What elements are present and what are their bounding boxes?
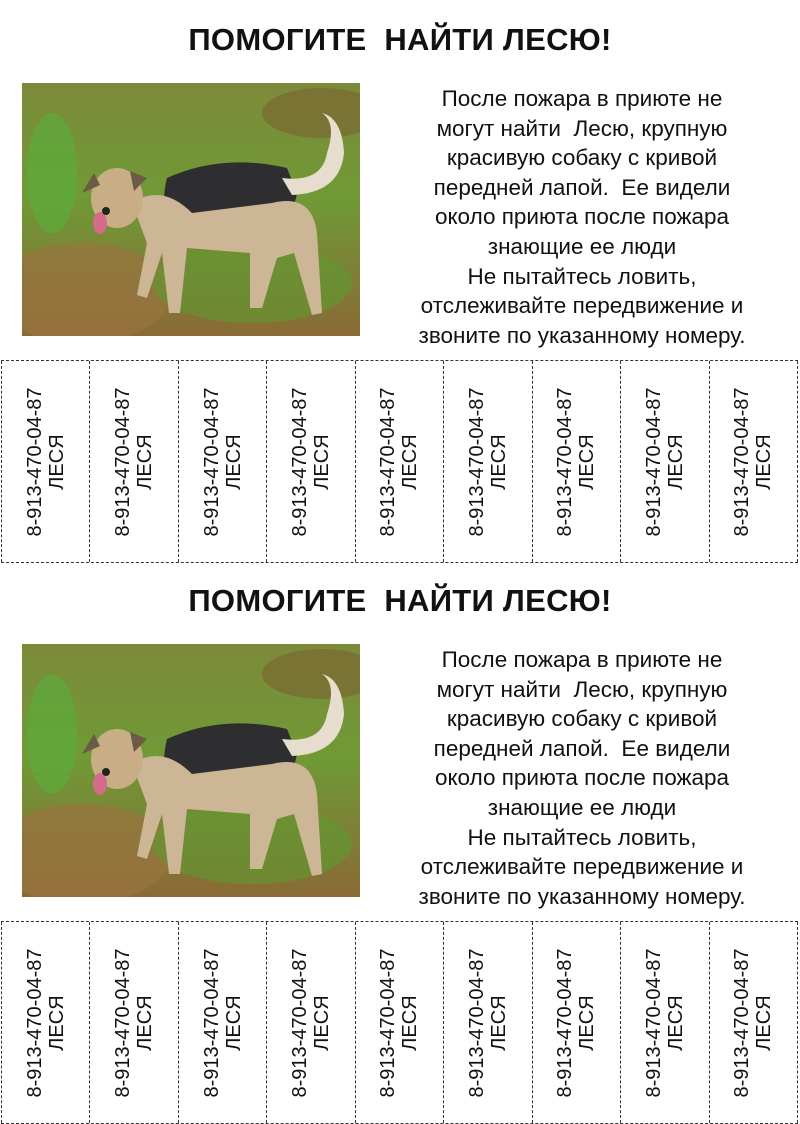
tear-off-strip[interactable] xyxy=(178,361,266,562)
strip-phone: 8-913-470-04-87 xyxy=(23,387,46,536)
dog-photo xyxy=(22,83,360,336)
description-line: отслеживайте передвижение и xyxy=(420,854,744,880)
description-line: После пожара в приюте не xyxy=(441,86,723,111)
description-line: красивую собаку с кривой xyxy=(446,706,718,732)
strip-name: ЛЕСЯ xyxy=(311,994,334,1051)
strip-phone: 8-913-470-04-87 xyxy=(731,948,754,1097)
flyer-title: ПОМОГИТЕ НАЙТИ ЛЕСЮ! xyxy=(188,22,612,57)
strip-name: ЛЕСЯ xyxy=(487,433,510,490)
dog-photo-icon xyxy=(22,83,360,336)
description-line: звоните по указанному номеру. xyxy=(418,322,746,348)
strip-phone: 8-913-470-04-87 xyxy=(377,387,400,536)
strip-name: ЛЕСЯ xyxy=(45,433,68,490)
strip-name: ЛЕСЯ xyxy=(134,994,157,1051)
strip-phone: 8-913-470-04-87 xyxy=(554,387,577,536)
strip-phone: 8-913-470-04-87 xyxy=(289,948,312,1097)
tear-off-strip[interactable] xyxy=(355,922,443,1123)
tear-off-strip[interactable] xyxy=(178,922,266,1123)
strip-phone: 8-913-470-04-87 xyxy=(289,387,312,536)
description-line: около приюта после пожара xyxy=(434,765,730,791)
description-line: После пожара в приюте не xyxy=(441,647,723,672)
tear-off-strip[interactable] xyxy=(355,361,443,562)
tear-off-strip[interactable] xyxy=(443,361,531,562)
strip-phone: 8-913-470-04-87 xyxy=(731,387,754,536)
strip-name: ЛЕСЯ xyxy=(664,433,687,490)
description-line: красивую собаку с кривой xyxy=(446,145,718,171)
strip-name: ЛЕСЯ xyxy=(311,433,334,490)
strip-phone: 8-913-470-04-87 xyxy=(200,948,223,1097)
strip-phone: 8-913-470-04-87 xyxy=(465,387,488,536)
dog-photo-icon xyxy=(22,644,360,897)
description-line: звоните по указанному номеру. xyxy=(418,883,746,909)
strip-phone: 8-913-470-04-87 xyxy=(200,387,223,536)
tear-off-strip[interactable] xyxy=(89,361,177,562)
flyer-description xyxy=(372,645,792,911)
tear-off-strip[interactable] xyxy=(532,922,620,1123)
strip-phone: 8-913-470-04-87 xyxy=(465,948,488,1097)
tear-off-strip[interactable] xyxy=(620,361,708,562)
tear-off-strip[interactable] xyxy=(89,922,177,1123)
tear-off-strip[interactable] xyxy=(709,361,798,562)
strip-name: ЛЕСЯ xyxy=(134,433,157,490)
strip-name: ЛЕСЯ xyxy=(576,994,599,1051)
strip-name: ЛЕСЯ xyxy=(45,994,68,1051)
strip-phone: 8-913-470-04-87 xyxy=(642,948,665,1097)
tear-off-strips xyxy=(1,921,798,1124)
description-line: передней лапой. Ее видели xyxy=(433,174,731,200)
strip-phone: 8-913-470-04-87 xyxy=(554,948,577,1097)
strip-phone: 8-913-470-04-87 xyxy=(377,948,400,1097)
strip-name: ЛЕСЯ xyxy=(664,994,687,1051)
strip-phone: 8-913-470-04-87 xyxy=(112,387,135,536)
strip-name: ЛЕСЯ xyxy=(753,994,776,1051)
strip-name: ЛЕСЯ xyxy=(753,433,776,490)
strip-name: ЛЕСЯ xyxy=(487,994,510,1051)
strip-name: ЛЕСЯ xyxy=(222,433,245,490)
tear-off-strips xyxy=(1,360,798,563)
strip-phone: 8-913-470-04-87 xyxy=(23,948,46,1097)
description-line: около приюта после пожара xyxy=(434,204,730,230)
strip-name: ЛЕСЯ xyxy=(576,433,599,490)
tear-off-strip[interactable] xyxy=(1,922,89,1123)
tear-off-strip[interactable] xyxy=(266,361,354,562)
flyer-title: ПОМОГИТЕ НАЙТИ ЛЕСЮ! xyxy=(188,583,612,618)
description-line: Не пытайтесь ловить, xyxy=(467,263,697,289)
description-line: отслеживайте передвижение и xyxy=(420,293,744,319)
description-line: Не пытайтесь ловить, xyxy=(467,824,697,850)
tear-off-strip[interactable] xyxy=(620,922,708,1123)
description-line: знающие ее люди xyxy=(487,794,677,820)
strip-name: ЛЕСЯ xyxy=(399,433,422,490)
tear-off-strip[interactable] xyxy=(266,922,354,1123)
strip-name: ЛЕСЯ xyxy=(399,994,422,1051)
tear-off-strip[interactable] xyxy=(532,361,620,562)
description-line: знающие ее люди xyxy=(487,233,677,259)
tear-off-strip[interactable] xyxy=(709,922,798,1123)
flyer-description xyxy=(372,84,792,350)
strip-phone: 8-913-470-04-87 xyxy=(642,387,665,536)
strip-name: ЛЕСЯ xyxy=(222,994,245,1051)
description-line: могут найти Лесю, крупную xyxy=(436,676,728,702)
lost-dog-flyer xyxy=(0,561,800,1121)
tear-off-strip[interactable] xyxy=(443,922,531,1123)
description-line: передней лапой. Ее видели xyxy=(433,735,731,761)
description-line: могут найти Лесю, крупную xyxy=(436,115,728,141)
tear-off-strip[interactable] xyxy=(1,361,89,562)
dog-photo xyxy=(22,644,360,897)
lost-dog-flyer xyxy=(0,0,800,560)
strip-phone: 8-913-470-04-87 xyxy=(112,948,135,1097)
